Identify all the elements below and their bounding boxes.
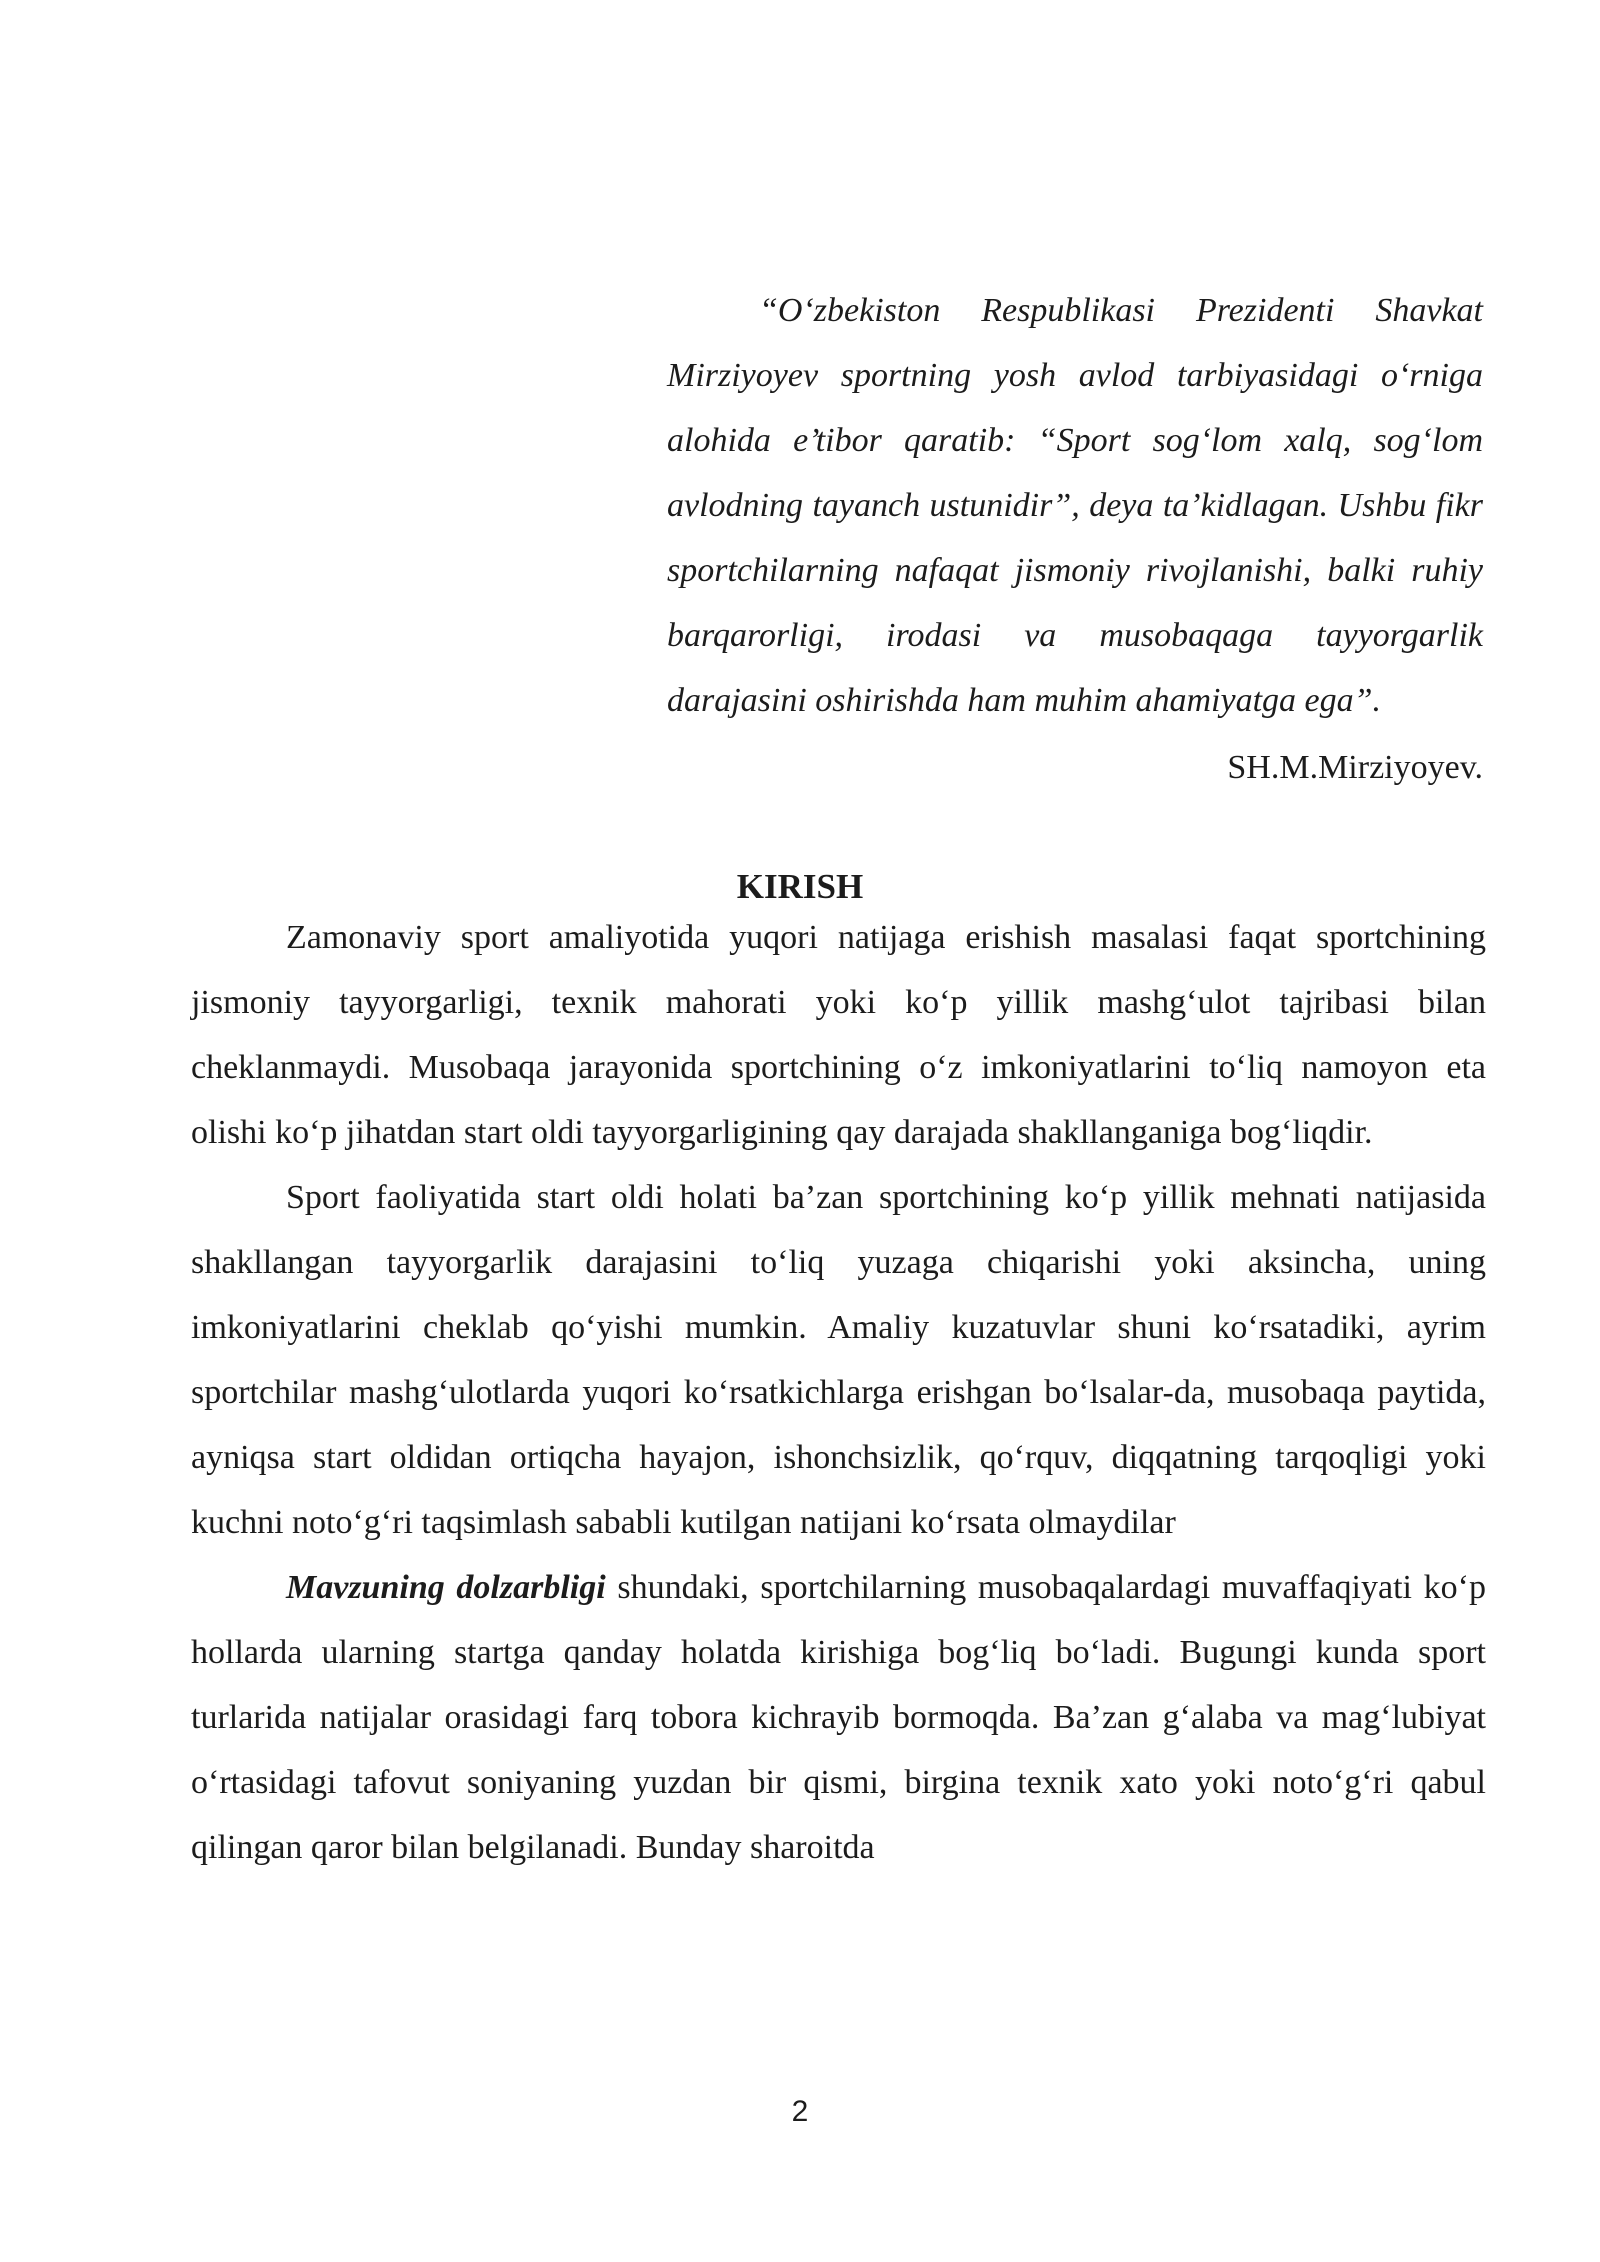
section-heading: KIRISH <box>736 867 864 906</box>
epigraph <box>667 278 1483 803</box>
epigraph-author: SH.M.Mirziyoyev. <box>1227 749 1483 786</box>
paragraph-3 <box>191 1555 1486 1880</box>
page-number: 2 <box>791 2095 809 2128</box>
body-text <box>191 905 1486 1880</box>
relevance-term: Mavzuning dolzarbligi <box>286 1569 606 1606</box>
paragraph-3-text: shundaki, sportchilarning musobaqalardagi muvaffaqiyati ko‘p hollarda ularning startga qanday holatda kirishiga bog‘liq bo‘ladi. Bugungi kunda sport turlarida natijalar orasidagi farq tobora kichrayib bormoqda. Ba’zan g‘alaba va mag‘lubiyat o‘rtasidagi tafovut soniyaning yuzdan bir qismi, birgina texnik xato yoki noto‘g‘ri qabul qilingan qaror bilan belgilanadi. Bunday sharoitda <box>191 1569 1486 1866</box>
paragraph-2: Sport faoliyatida start oldi holati ba’zan sportchining ko‘p yillik mehnati natijasida shakllangan tayyorgarlik darajasini to‘liq yuzaga chiqarishi yoki aksincha, uning imkoniyatlarini cheklab qo‘yishi mumkin. Amaliy kuzatuvlar shuni ko‘rsatadiki, ayrim sportchilar mashg‘ulotlarda yuqori ko‘rsatkichlarga erishgan bo‘lsalar-da, musobaqa paytida, ayniqsa start oldidan ortiqcha hayajon, ishonchsizlik, qo‘rquv, diqqatning tarqoqligi yoki kuchni noto‘g‘ri taqsimlash sababli kutilgan natijani ko‘rsata olmaydilar <box>191 1179 1486 1541</box>
epigraph-quote: “O‘zbekiston Respublikasi Prezidenti Shavkat Mirziyoyev sportning yosh avlod tarbiyasidagi o‘rniga alohida e’tibor qaratib: “Sport sog‘lom xalq, sog‘lom avlodning tayanch ustunidir”, deya ta’kidlagan. Ushbu fikr sportchilarning nafaqat jismoniy rivojlanishi, balki ruhiy barqarorligi, irodasi va musobaqaga tayyorgarlik darajasini oshirishda ham muhim ahamiyatga ega”. <box>667 292 1483 719</box>
paragraph-1: Zamonaviy sport amaliyotida yuqori natijaga erishish masalasi faqat sportchining jismoniy tayyorgarligi, texnik mahorati yoki ko‘p yillik mashg‘ulot tajribasi bilan cheklanmaydi. Musobaqa jarayonida sportchining o‘z imkoniyatlarini to‘liq namoyon eta olishi ko‘p jihatdan start oldi tayyorgarligining qay darajada shakllanganiga bog‘liqdir. <box>191 919 1486 1151</box>
